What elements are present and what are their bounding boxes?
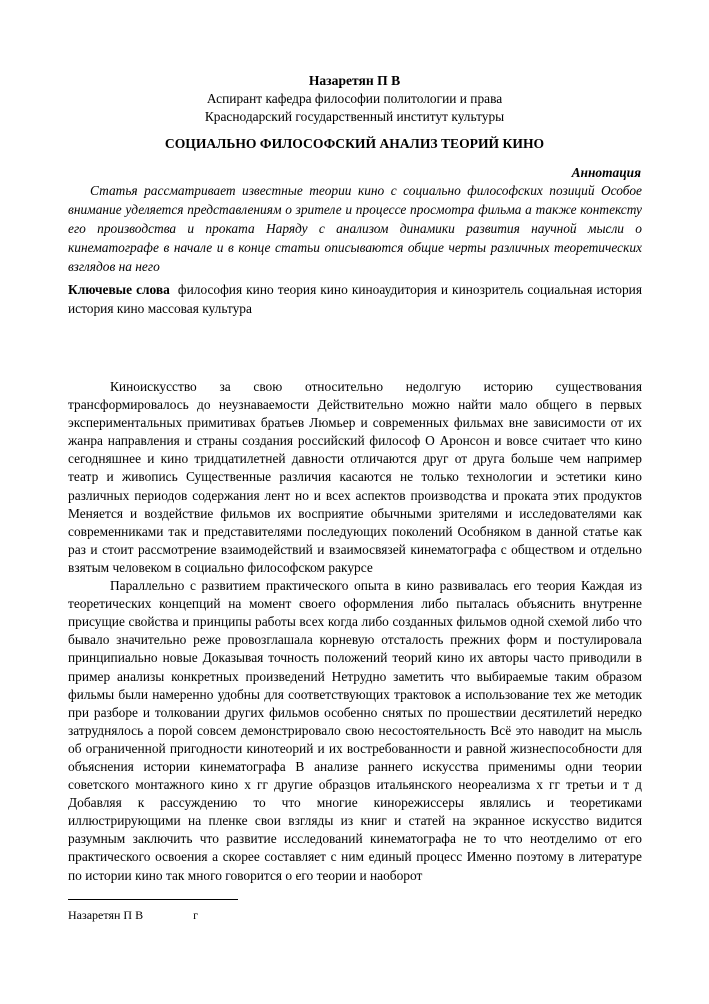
article-title: СОЦИАЛЬНО ФИЛОСОФСКИЙ АНАЛИЗ ТЕОРИЙ КИНО	[164, 136, 545, 151]
author-name: Назаретян П В	[308, 73, 401, 88]
keywords-label: Ключевые слова	[68, 282, 170, 297]
body-paragraph: Киноискусство за свою относительно недолгую историю существования трансформировалось до неузнаваемости Действительно можно найти мало общего в первых экспериментальных примитивах братьев Люмьер и современных фильмах вне зависимости от их жанра направления и страны создания российский философ О Аронсон и вовсе считает что кино сегодняшнее и кино тридцатилетней давности отличаются друг от друга больше чем например театр и живопись Существенные различия касаются не только технологии и эстетики кино различных периодов содержания лент но и всех аспектов производства и проката этих продуктов Меняется и воздействие фильмов их восприятие обычными зрителями и исследователями как современниками так и представителями последующих поколений Особняком в данной статье как раз и стоит рассмотрение взаимодействий и взаимосвязей кинематографа с обществом и отдельно взятым человеком в социально философском ракурсе	[68, 379, 642, 575]
abstract-text: Статья рассматривает известные теории кино с социально философских позиций Особое внимание уделяется представлениям о зрителе и процессе просмотра фильма а также контексту его производства и проката Наряду с анализом динамики развития научной мысли о кинематографе в начале и в конце статьи описываются общие черты различных теоретических взглядов на него	[68, 183, 642, 274]
body-paragraph: Параллельно с развитием практического опыта в кино развивалась его теория Каждая из теоретических концепций на момент своего оформления либо пыталась объяснить внутренне присущие свойства и принципы работы всех когда либо созданных фильмов одной схемой либо что бывало значительно реже провозглашала корневую отсталость прежних форм и постулировала принципиально новые Доказывая точность положений теорий кино их авторы часто приводили в пример анализы конкретных произведений Нетрудно заметить что выбираемые таким образом фильмы были намеренно удобны для соответствующих трактовок а использование тех же методик при разборе и толковании других фильмов особенно снятых по прошествии десятилетий нередко затруднялось а порой совсем демонстрировало свою несостоятельность Всё это наводит на мысль об ограниченной пригодности кинотеорий и их востребованности и равной жизнеспособности для объяснения истории кинематографа В анализе раннего искусства применимы одни теории советского монтажного кино х гг другие образцов итальянского неореализма х гг третьи и т д Добавляя к рассуждению то что многие кинорежиссеры являлись и теоретиками иллюстрирующими на пленке свои взгляды из книг и статей на экранное искусство видится разумным заключить что развитие исследований кинематографа не то что неотделимо от его практического освоения а скорее составляет с ним единый процесс Именно поэтому в литературе по истории кино так много говорится о его теории и наоборот	[68, 578, 642, 883]
footnote-author: Назаретян П В	[68, 908, 144, 922]
author-affiliation-institute: Краснодарский государственный институт культуры	[204, 109, 505, 124]
footnote	[68, 908, 198, 923]
keywords	[68, 280, 642, 318]
abstract-heading: Аннотация	[571, 165, 641, 180]
keywords-text: философия кино теория кино киноаудитория и кинозритель социальная история история кино массовая культура	[68, 282, 642, 316]
author-affiliation-department: Аспирант кафедра философии политологии и права	[206, 91, 503, 106]
article-body	[68, 378, 642, 885]
footnote-separator	[68, 899, 238, 900]
footnote-suffix: г	[193, 908, 199, 922]
